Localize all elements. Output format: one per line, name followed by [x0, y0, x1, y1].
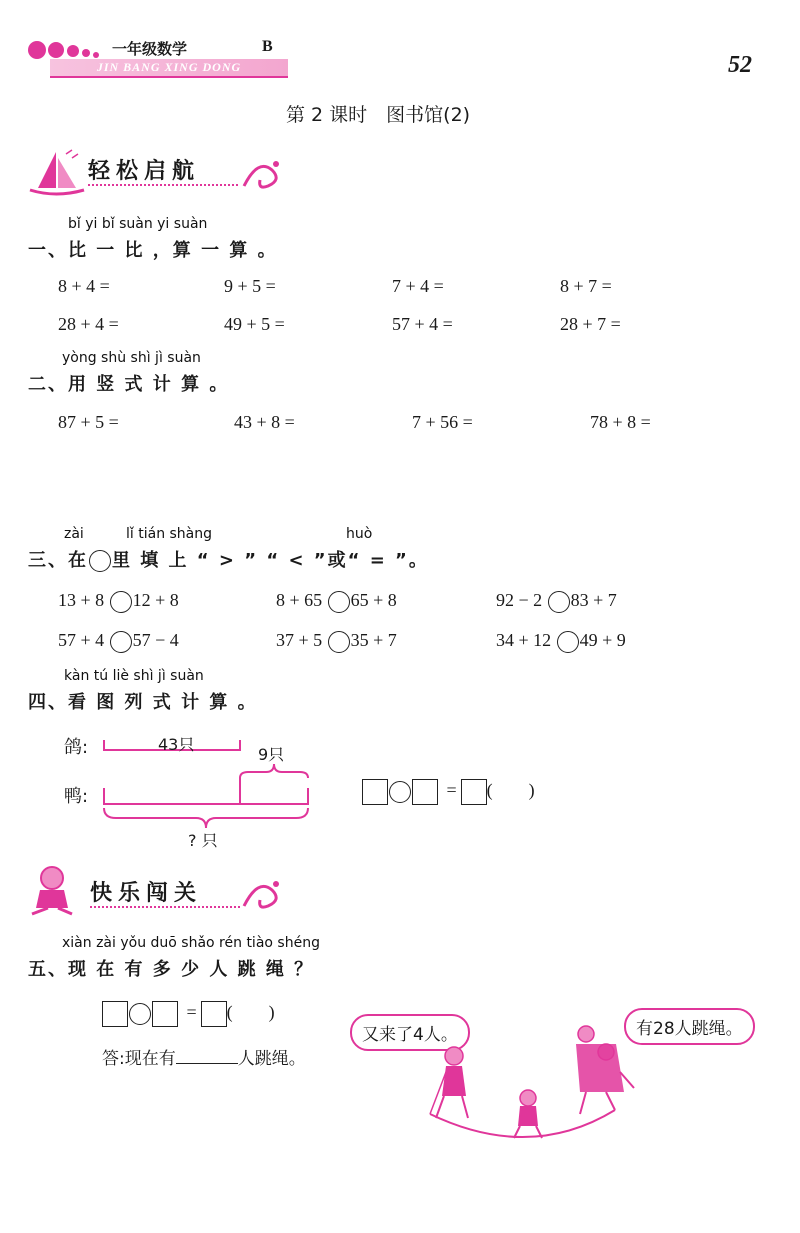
q4-title: 四、看 图 列 式 计 算 。	[28, 692, 258, 713]
q3-r1-c3-right: 83 + 7	[570, 590, 617, 610]
compare-circle[interactable]	[328, 631, 350, 653]
q1-r2-c4: 28 + 7 =	[560, 314, 621, 334]
q1-title: 一、比 一 比 ，算 一 算 。	[28, 240, 278, 261]
q3-r1-c2-right: 65 + 8	[350, 590, 397, 610]
q1-r2-c3: 57 + 4 =	[392, 314, 453, 334]
header-subject: 一年级数学	[112, 40, 188, 58]
answer-box[interactable]	[102, 1001, 128, 1027]
q2-item-2: 43 + 8 =	[234, 412, 295, 432]
q4-pigeon-count: 43只	[158, 735, 195, 754]
header-edition: B	[262, 38, 273, 55]
q4-answer-row	[362, 776, 535, 805]
answer-box[interactable]	[201, 1001, 227, 1027]
q2-pinyin: yòng shù shì jì suàn	[62, 350, 201, 366]
rope-skipping-illustration	[410, 1022, 670, 1142]
q1-r2-c2: 49 + 5 =	[224, 314, 285, 334]
speech-bubble-right: 有28人跳绳。	[624, 1008, 755, 1045]
q4-paren: ( )	[486, 780, 535, 800]
q3-r1-c3	[496, 590, 617, 613]
operator-circle[interactable]	[129, 1003, 151, 1025]
q5-answer-row	[102, 998, 275, 1027]
q1-r1-c2: 9 + 5 =	[224, 276, 276, 296]
swirl-icon	[238, 876, 286, 916]
q5-equals: =	[186, 1002, 197, 1022]
q2-item-1: 87 + 5 =	[58, 412, 119, 432]
q3-r2-c2-right: 35 + 7	[350, 630, 397, 650]
compare-circle[interactable]	[557, 631, 579, 653]
q3-pinyin-b: lǐ tián shàng	[126, 526, 213, 542]
q3-title-a: 三、在	[28, 550, 88, 571]
speech-bubble-left: 又来了4人。	[350, 1014, 470, 1051]
q4-label-pigeon: 鸽:	[64, 737, 89, 758]
operator-circle[interactable]	[389, 781, 411, 803]
q2-item-3: 7 + 56 =	[412, 412, 473, 432]
q3-r2-c3-right: 49 + 9	[579, 630, 626, 650]
q3-r2-c3-left: 34 + 12	[496, 630, 552, 650]
q4-pinyin: kàn tú liè shì jì suàn	[64, 668, 204, 684]
page-number: 52	[728, 52, 752, 78]
banner-2-underline	[90, 906, 240, 914]
q1-pinyin: bǐ yi bǐ suàn yi suàn	[68, 216, 208, 232]
q3-title	[28, 546, 429, 572]
section-banner-2	[28, 864, 288, 918]
header-brand: JIN BANG XING DONG	[96, 60, 242, 74]
q3-r1-c1-left: 13 + 8	[58, 590, 105, 610]
compare-circle[interactable]	[110, 631, 132, 653]
banner-1-underline	[88, 184, 238, 192]
q3-r2-c2	[276, 630, 397, 653]
q2-title: 二、用 竖 式 计 算 。	[28, 374, 230, 395]
q4-extra-count: 9只	[258, 745, 285, 764]
q3-r1-c2	[276, 590, 397, 613]
header-brand-bar	[50, 59, 288, 78]
cartoon-kid-icon	[28, 864, 88, 918]
lesson-title: 第 2 课时 图书馆(2)	[286, 104, 471, 126]
q3-r2-c2-left: 37 + 5	[276, 630, 323, 650]
q3-r1-c1	[58, 590, 179, 613]
q4-equals: =	[446, 780, 457, 800]
q3-r2-c1	[58, 630, 179, 653]
compare-circle[interactable]	[548, 591, 570, 613]
q3-title-circle	[89, 550, 111, 572]
q5-answer-line	[102, 1044, 306, 1069]
q3-r2-c1-left: 57 + 4	[58, 630, 105, 650]
q5-paren: ( )	[226, 1002, 275, 1022]
q4-unknown: ? 只	[188, 831, 218, 850]
answer-box[interactable]	[412, 779, 438, 805]
sailboat-icon	[28, 148, 88, 198]
swirl-icon	[238, 156, 286, 196]
compare-circle[interactable]	[110, 591, 132, 613]
q3-title-b: 里 填 上 “ > ” “ < ”或“ = ”。	[112, 550, 429, 571]
q5-pinyin: xiàn zài yǒu duō shǎo rén tiào shéng	[62, 935, 320, 951]
answer-box[interactable]	[362, 779, 388, 805]
q4-label-duck: 鸭:	[64, 786, 89, 807]
section-banner-1	[28, 148, 288, 198]
answer-blank[interactable]	[176, 1063, 238, 1064]
answer-box[interactable]	[152, 1001, 178, 1027]
compare-circle[interactable]	[328, 591, 350, 613]
section-banner-1-text: 轻松启航	[88, 159, 201, 184]
q3-r2-c3	[496, 630, 626, 653]
q3-r1-c1-right: 12 + 8	[132, 590, 179, 610]
q3-r2-c1-right: 57 − 4	[132, 630, 179, 650]
q3-r1-c2-left: 8 + 65	[276, 590, 323, 610]
q1-r2-c1: 28 + 4 =	[58, 314, 119, 334]
answer-box[interactable]	[461, 779, 487, 805]
q5-answer-prefix: 答:现在有	[102, 1049, 176, 1069]
q5-title: 五、现 在 有 多 少 人 跳 绳 ？	[28, 959, 315, 980]
section-banner-2-text: 快乐闯关	[90, 881, 203, 906]
q3-pinyin-c: huò	[346, 526, 373, 542]
q1-r1-c1: 8 + 4 =	[58, 276, 110, 296]
q3-r1-c3-left: 92 − 2	[496, 590, 543, 610]
q1-r1-c4: 8 + 7 =	[560, 276, 612, 296]
q5-answer-suffix: 人跳绳。	[237, 1049, 306, 1069]
q2-item-4: 78 + 8 =	[590, 412, 651, 432]
q1-r1-c3: 7 + 4 =	[392, 276, 444, 296]
q3-pinyin-a: zài	[64, 526, 84, 542]
